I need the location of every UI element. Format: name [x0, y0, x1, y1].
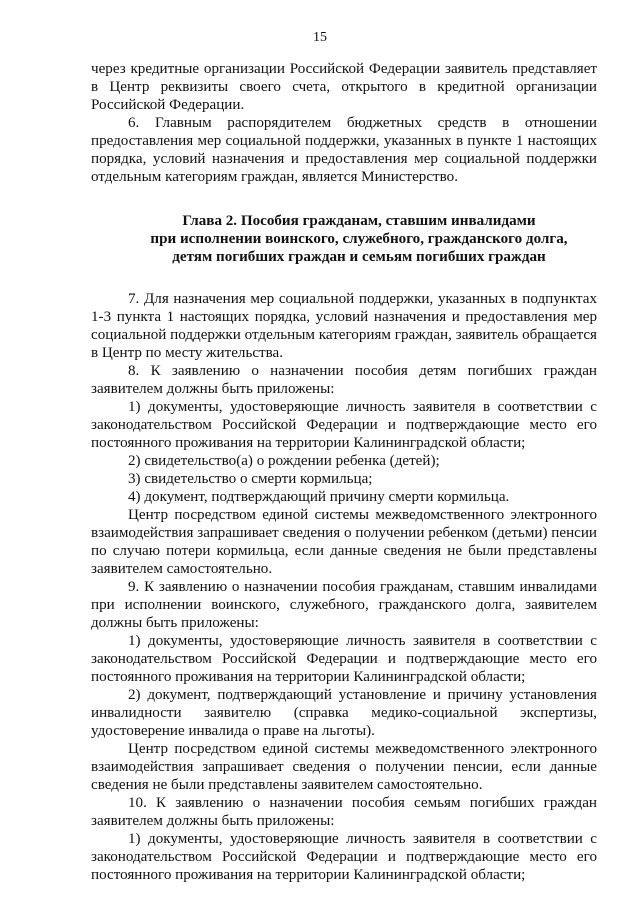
paragraph-8-item-3: 3) свидетельство о смерти кормильца; — [128, 471, 373, 487]
chapter-heading — [91, 212, 597, 266]
document-body — [91, 60, 597, 884]
paragraph-10: 10. К заявлению о назначении пособия семьям погибших граждан заявителем должны быть приложены: — [91, 795, 597, 829]
paragraph-8: 8. К заявлению о назначении пособия детям погибших граждан заявителем должны быть приложены: — [91, 363, 597, 397]
paragraph-8-note: Центр посредством единой системы межведомственного электронного взаимодействия запрашивает сведения о получении ребенком (детьми) пенсии по случаю потери кормильца, если данные сведения не были представлены заявителем самостоятельно. — [91, 507, 597, 577]
paragraph-6: 6. Главным распорядителем бюджетных средств в отношении предоставления мер социальной поддержки, указанных в пункте 1 настоящих порядка, условий назначения и предоставления мер социальной поддержки отдельным категориям граждан, является Министерство. — [91, 115, 597, 185]
paragraph-9-note: Центр посредством единой системы межведомственного электронного взаимодействия запрашивает сведения о получении пенсии, если данные сведения не были представлены заявителем самостоятельно. — [91, 741, 597, 793]
paragraph-9-item-1: 1) документы, удостоверяющие личность заявителя в соответствии с законодательством Российской Федерации и подтверждающие место его постоянного проживания на территории Калининградской области; — [91, 633, 597, 685]
paragraph-8-item-1: 1) документы, удостоверяющие личность заявителя в соответствии с законодательством Российской Федерации и подтверждающие место его постоянного проживания на территории Калининградской области; — [91, 399, 597, 451]
paragraph-8-item-4: 4) документ, подтверждающий причину смерти кормильца. — [128, 489, 510, 505]
chapter-heading-line-2: при исполнении воинского, служебного, гражданского долга, — [150, 231, 568, 247]
chapter-heading-line-3: детям погибших граждан и семьям погибших граждан — [172, 249, 546, 265]
page-number: 15 — [313, 30, 327, 45]
paragraph-8-item-2: 2) свидетельство(а) о рождении ребенка (детей); — [128, 453, 440, 469]
paragraph-10-item-1: 1) документы, удостоверяющие личность заявителя в соответствии с законодательством Российской Федерации и подтверждающие место его постоянного проживания на территории Калининградской области; — [91, 831, 597, 883]
paragraph-7: 7. Для назначения мер социальной поддержки, указанных в подпунктах 1-3 пункта 1 настоящих порядка, условий назначения и предоставления мер социальной поддержки отдельным категориям граждан, заявитель обращается в Центр по месту жительства. — [91, 291, 597, 361]
paragraph-continuation: через кредитные организации Российской Федерации заявитель представляет в Центр реквизиты своего счета, открытого в кредитной организации Российской Федерации. — [91, 61, 597, 113]
paragraph-9-item-2: 2) документ, подтверждающий установление и причину установления инвалидности заявителю (справка медико-социальной экспертизы, удостоверение инвалида о праве на льготы). — [91, 687, 597, 739]
chapter-heading-line-1: Глава 2. Пособия гражданам, ставшим инвалидами — [182, 213, 536, 229]
paragraph-9: 9. К заявлению о назначении пособия гражданам, ставшим инвалидами при исполнении воинского, служебного, гражданского долга, заявителем должны быть приложены: — [91, 579, 597, 631]
